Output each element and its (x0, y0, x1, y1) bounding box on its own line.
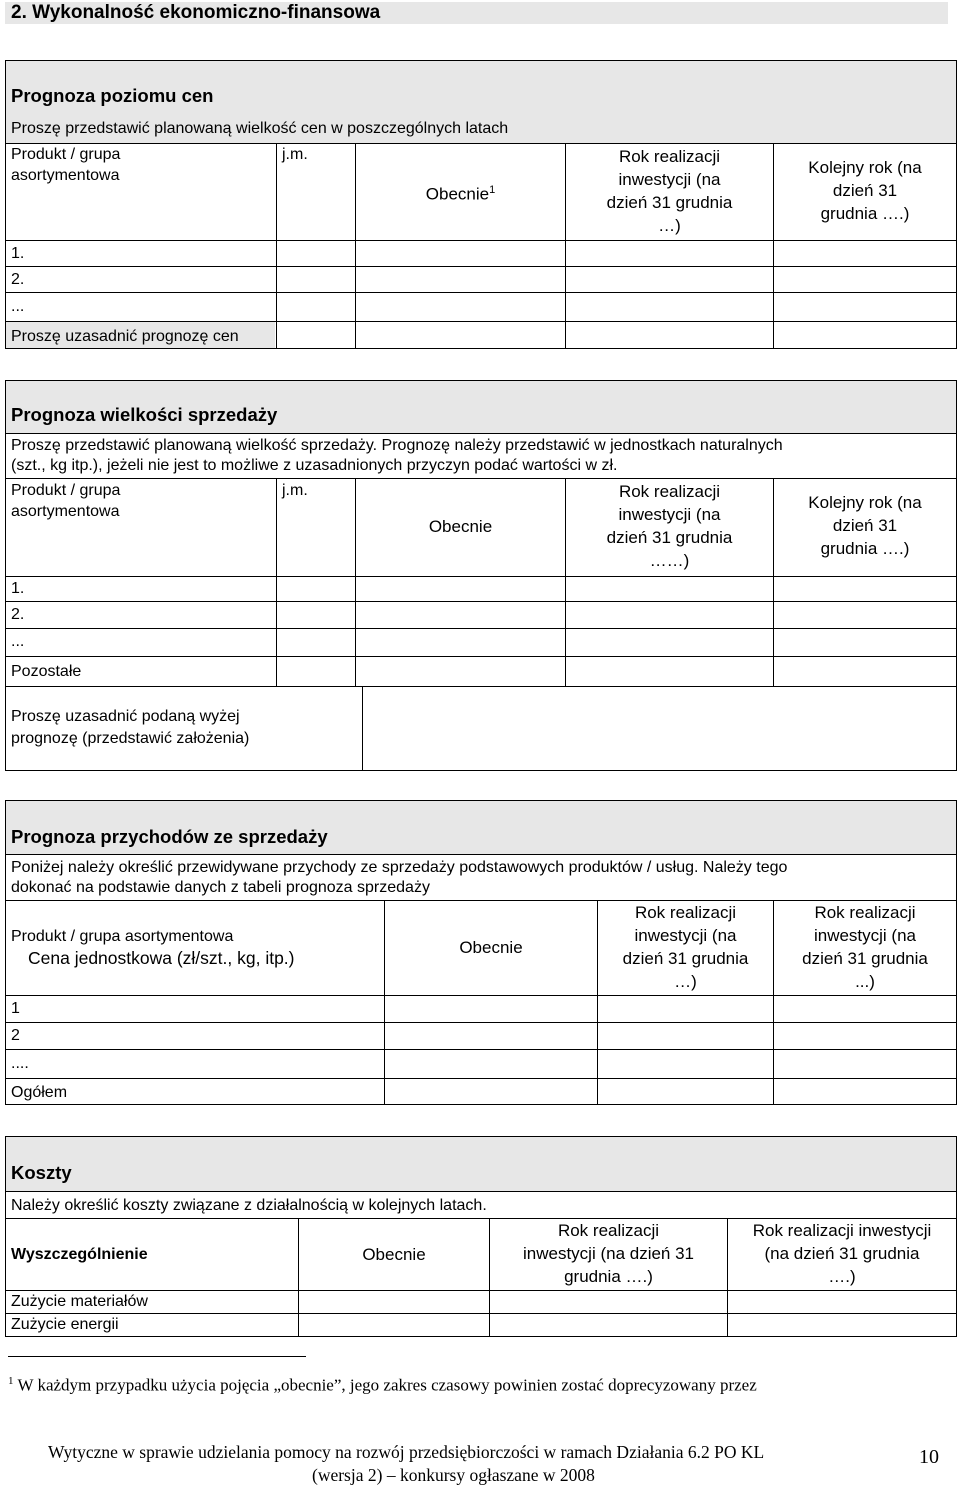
revenue-row-label: Ogółem (11, 1084, 68, 1101)
sales-justify-divider (362, 686, 363, 770)
price-row-label: ... (11, 298, 25, 315)
price-col-line (355, 143, 356, 348)
costs-row-label: Zużycie energii (11, 1316, 119, 1333)
sales-col-next: Kolejny rok (na dzień 31 grudnia ….) (808, 493, 922, 558)
sales-volume-title: Prognoza wielkości sprzedaży (11, 404, 278, 425)
footnote-mark: 1 (8, 1375, 14, 1387)
price-row-label: 1. (11, 245, 25, 262)
costs-col-year: Rok realizacji inwestycji (na dzień 31 grudnia ….) (522, 1221, 695, 1286)
sales-table-top-line (6, 478, 956, 479)
footer-line-1: Wytyczne w sprawie udzielania pomocy na rozwój przedsiębiorczości w ramach Działania 6.2 PO KL (48, 1442, 765, 1462)
price-row-line (6, 321, 956, 322)
sales-row-line (6, 628, 956, 629)
revenue-col-year: Rok realizacji inwestycji (na dzień 31 grudnia …) (622, 903, 749, 991)
revenue-title: Prognoza przychodów ze sprzedaży (11, 826, 328, 847)
sales-row-label: Pozostałe (11, 663, 82, 680)
price-col-product: asortymentowa (11, 167, 120, 184)
sales-volume-title-line (6, 433, 956, 434)
revenue-col-now: Obecnie (459, 938, 523, 957)
price-row-line (6, 240, 956, 241)
costs-row-line (6, 1313, 956, 1314)
sales-volume-intro: Proszę przedstawić planowaną wielkość sprzedaży. Prognozę należy przedstawić w jednostkach naturalnych (11, 437, 783, 454)
costs-intro: Należy określić koszty związane z działalnością w kolejnych latach. (11, 1197, 487, 1214)
price-col-next: Kolejny rok (na dzień 31 grudnia ….) (808, 158, 922, 223)
sales-justify-label: Proszę uzasadnić podaną wyżej (11, 708, 240, 725)
sales-col-unit: j.m. (282, 482, 308, 499)
revenue-row-line (6, 995, 956, 996)
revenue-title-line (6, 854, 956, 855)
price-col-year: Rok realizacji inwestycji (na dzień 31 grudnia …) (606, 147, 733, 235)
costs-col-line (298, 1218, 299, 1336)
sales-row-line (6, 601, 956, 602)
revenue-col-year: Rok realizacji inwestycji (na dzień 31 grudnia ...) (802, 903, 928, 991)
costs-title-band (6, 1137, 956, 1191)
revenue-row-line (6, 1049, 956, 1050)
revenue-row-line (6, 1078, 956, 1079)
footnote-separator (8, 1356, 306, 1357)
sales-col-now: Obecnie (428, 517, 493, 536)
costs-title-line (6, 1191, 956, 1192)
sales-row-line (6, 576, 956, 577)
costs-col-year: Rok realizacji inwestycji (na dzień 31 grudnia ….) (752, 1221, 932, 1286)
price-row-label: 2. (11, 271, 25, 288)
revenue-intro: Poniżej należy określić przewidywane przychody ze sprzedaży podstawowych produktów / usług. Należy tego (11, 859, 788, 876)
revenue-row-label: 2 (11, 1027, 20, 1044)
sales-row-line (6, 686, 956, 687)
section-header: 2. Wykonalność ekonomiczno-finansowa (5, 2, 948, 24)
footnote-text: W każdym przypadku użycia pojęcia „obecnie”, jego zakres czasowy powinien zostać doprecyzowany przez (17, 1375, 757, 1395)
sales-row-label: 2. (11, 606, 25, 623)
revenue-row-label: .... (11, 1055, 29, 1072)
footnote (8, 1370, 757, 1397)
sales-volume-intro: (szt., kg itp.), jeżeli nie jest to możliwe z uzasadnionych przyczyn podać wartości w zł. (11, 457, 618, 474)
sales-row-label: ... (11, 633, 25, 650)
revenue-col-product: Produkt / grupa asortymentowa (11, 928, 234, 945)
revenue-intro: dokonać na podstawie danych z tabeli prognoza sprzedaży (11, 879, 430, 896)
price-row-line (6, 266, 956, 267)
revenue-col-price: Cena jednostkowa (zł/szt., kg, itp.) (28, 948, 295, 968)
costs-row-label: Zużycie materiałów (11, 1293, 148, 1310)
price-justify-label: Proszę uzasadnić prognozę cen (11, 328, 239, 345)
page-number: 10 (919, 1446, 939, 1468)
sales-col-line (276, 478, 277, 686)
price-forecast-title: Prognoza poziomu cen (11, 85, 214, 106)
price-col-unit: j.m. (282, 146, 308, 163)
sales-justify-label: prognozę (przedstawić założenia) (11, 730, 250, 747)
revenue-row-label: 1 (11, 1000, 20, 1017)
price-col-now: Obecnie$^1$ (425, 184, 496, 204)
sales-row-label: 1. (11, 580, 25, 597)
revenue-row-line (6, 1022, 956, 1023)
price-col-product: Produkt / grupa (11, 146, 121, 163)
costs-col-item: Wyszczególnienie (11, 1246, 148, 1263)
costs-row-line (6, 1290, 956, 1291)
price-table-top-line (6, 143, 956, 144)
sales-col-product: Produkt / grupa (11, 482, 121, 499)
price-forecast-intro: Proszę przedstawić planowaną wielkość cen w poszczególnych latach (11, 120, 509, 137)
sales-row-line (6, 656, 956, 657)
sales-col-product: asortymentowa (11, 503, 120, 520)
costs-col-now: Obecnie (362, 1245, 426, 1264)
sales-col-line (355, 478, 356, 686)
price-col-line (276, 143, 277, 348)
price-row-line (6, 292, 956, 293)
revenue-col-line (384, 900, 385, 1104)
sales-col-year: Rok realizacji inwestycji (na dzień 31 grudnia ……) (606, 482, 733, 570)
footer-line-2: (wersja 2) – konkursy ogłaszane w 2008 (312, 1465, 595, 1485)
costs-title: Koszty (11, 1162, 72, 1183)
